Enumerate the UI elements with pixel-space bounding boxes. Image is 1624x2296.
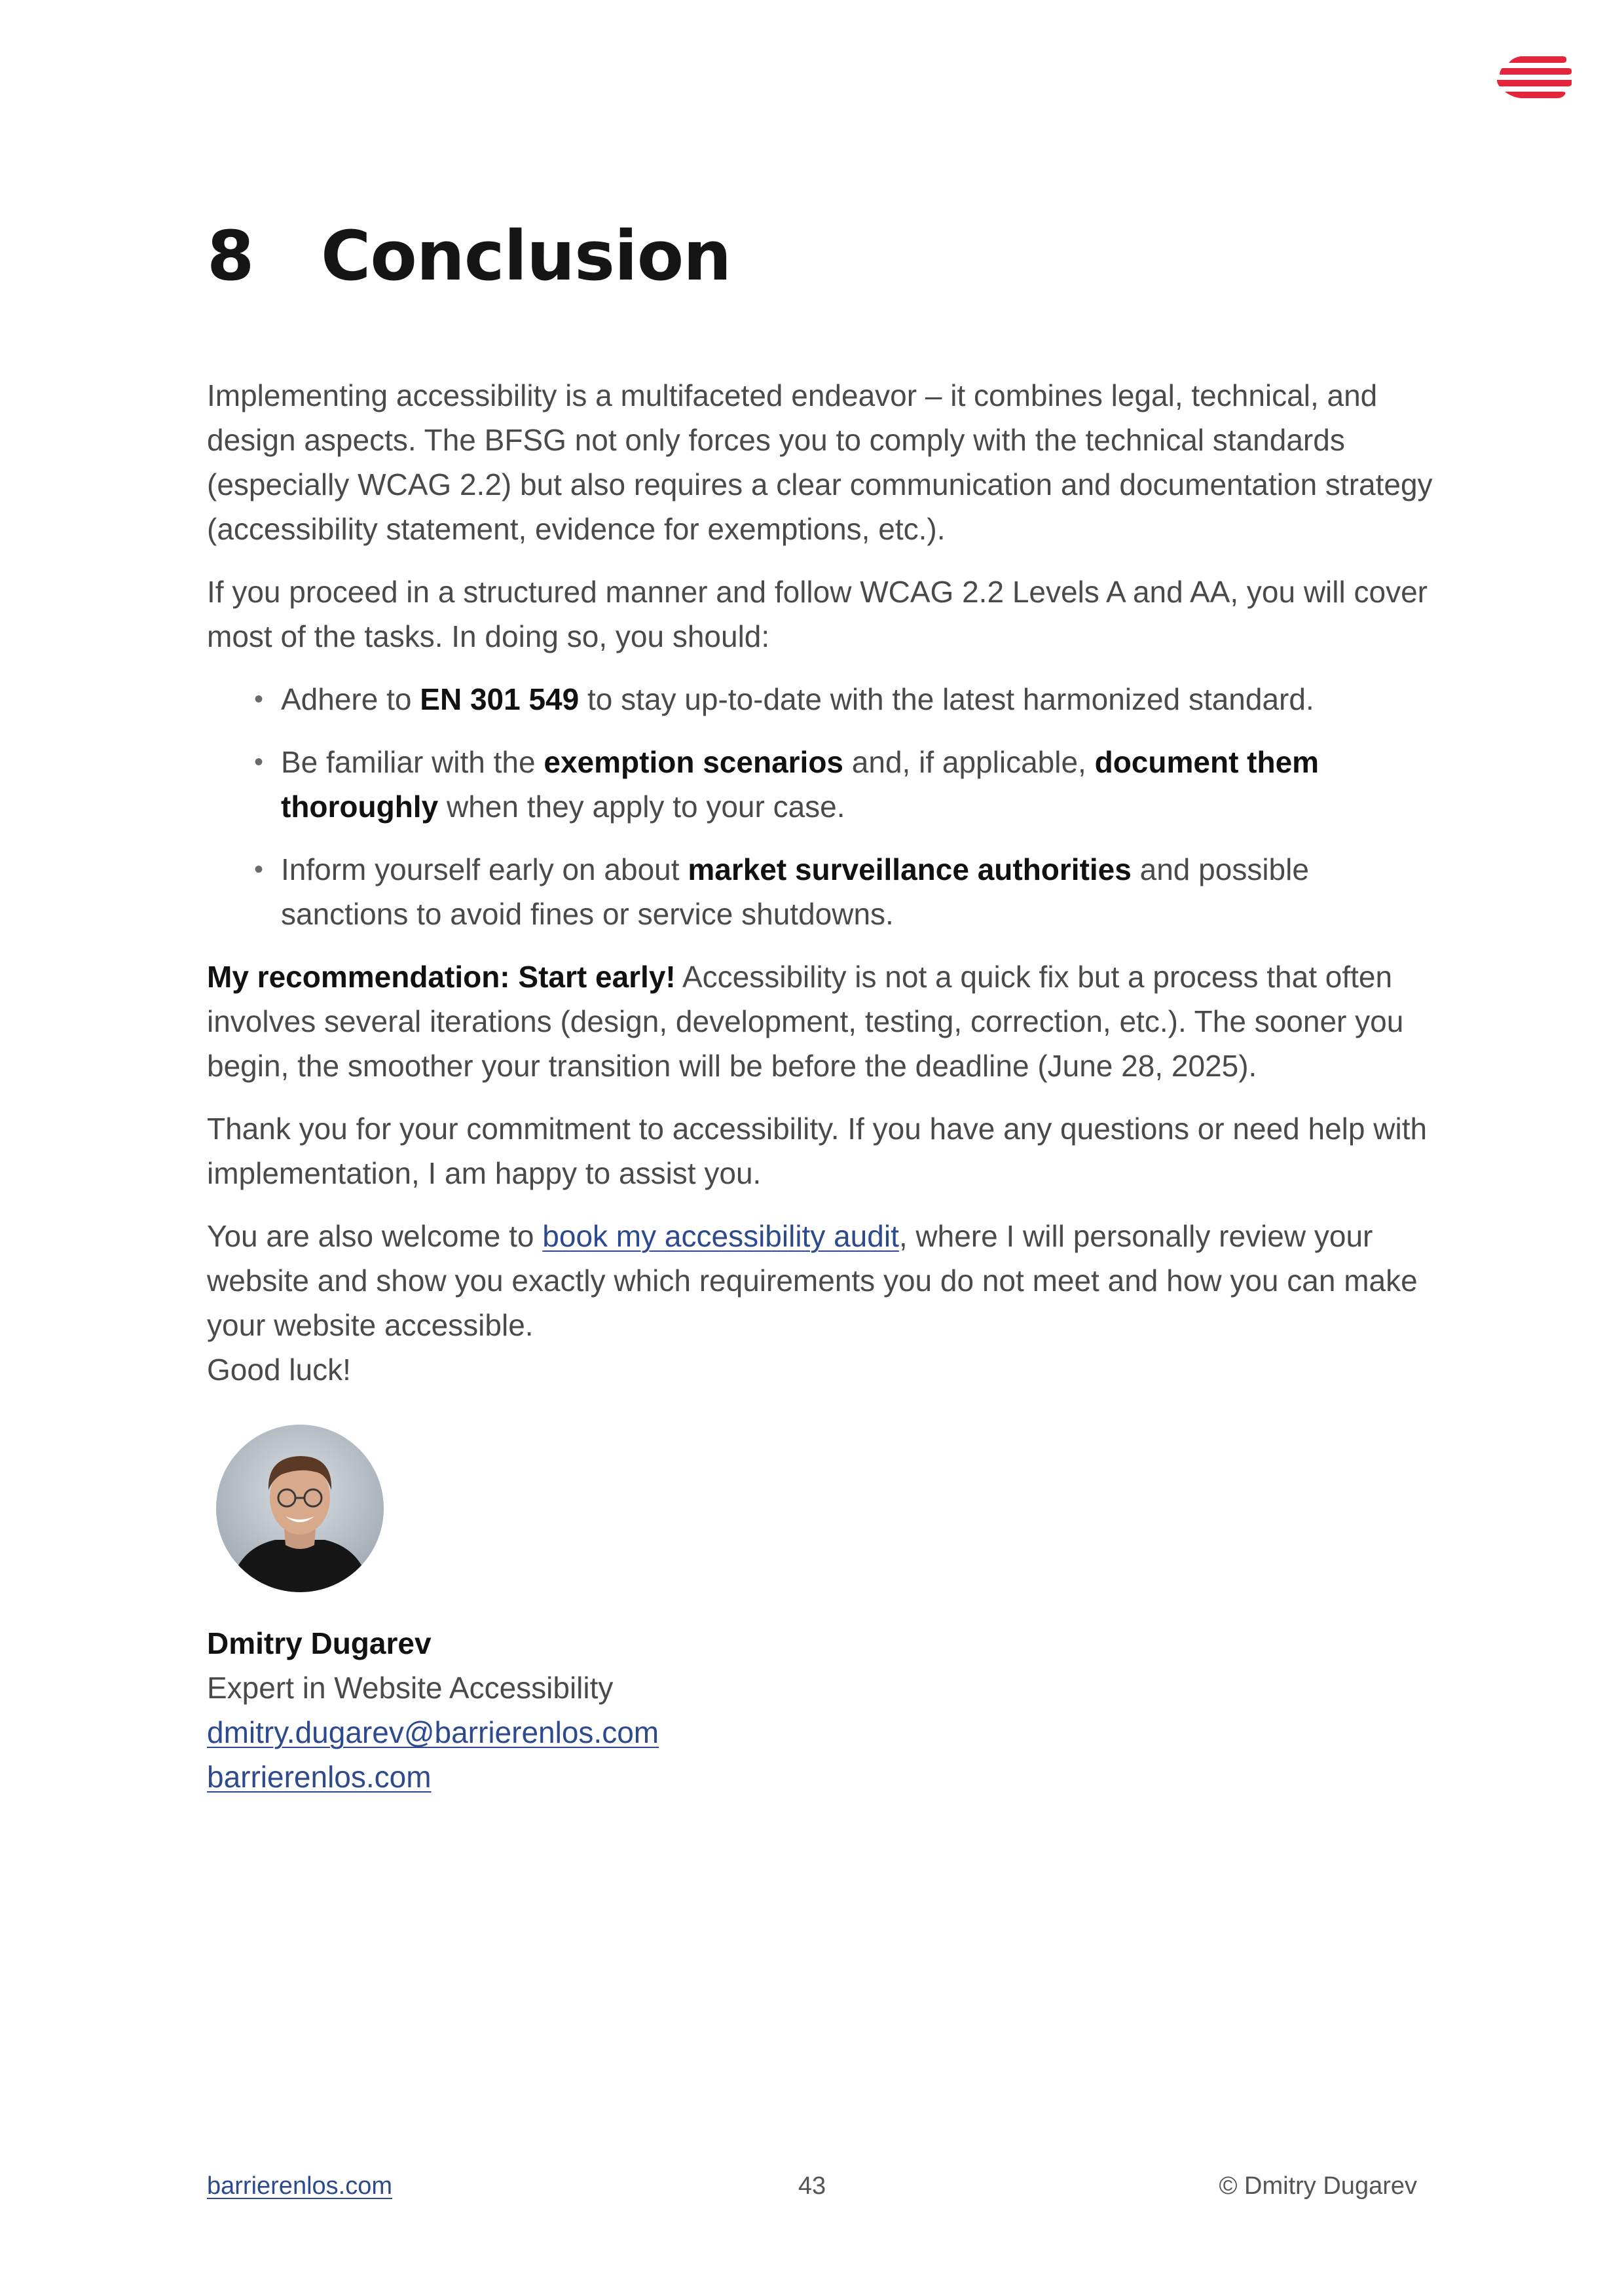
bullet-text: Inform yourself early on about — [281, 852, 688, 886]
author-email-link[interactable]: dmitry.dugarev@barrierenlos.com — [207, 1715, 659, 1749]
approach-paragraph: If you proceed in a structured manner and follow WCAG 2.2 Levels A and AA, you will cover most of the tasks. In doing so, you should: — [207, 575, 1428, 653]
author-photo — [216, 1425, 384, 1592]
page-footer — [207, 2172, 1417, 2205]
bullet-bold-text: EN 301 549 — [420, 682, 580, 716]
bullet-text: Adhere to — [281, 682, 420, 716]
list-item — [207, 847, 1438, 936]
footer-site-link[interactable]: barrierenlos.com — [207, 2172, 392, 2200]
bullet-icon: • — [254, 748, 264, 776]
page-number: 43 — [798, 2172, 826, 2200]
bullet-bold-text: market surveillance authorities — [688, 852, 1132, 886]
bullet-bold-text: exemption scenarios — [544, 745, 844, 779]
bullet-text: and possible sanctions to avoid fines or service shutdowns. — [281, 852, 1309, 931]
heading-title: Conclusion — [321, 216, 731, 296]
author-name: Dmitry Dugarev — [207, 1626, 432, 1660]
brand-logo-icon — [1494, 54, 1573, 100]
author-portrait-icon — [216, 1425, 384, 1592]
signature-block — [207, 1621, 1438, 1799]
heading-number: 8 — [207, 216, 254, 296]
recommendation-paragraph — [207, 955, 1438, 1088]
audit-paragraph — [207, 1214, 1438, 1347]
thanks-paragraph: Thank you for your commitment to accessibility. If you have any questions or need help with implementation, I am happy to assist you. — [207, 1112, 1428, 1190]
bullet-text: Be familiar with the — [281, 745, 544, 779]
bullet-icon: • — [254, 685, 264, 714]
page-heading — [207, 216, 731, 296]
list-item — [207, 740, 1438, 829]
list-item — [207, 677, 1438, 721]
recommendation-text: Accessibility is not a quick fix but a process that often involves several iterations (design, development, testing, correction, etc.). The sooner you begin, the smoother your transition will be before the deadline (June 28, 2025). — [207, 960, 1404, 1083]
bullet-text: when they apply to your case. — [438, 790, 845, 824]
author-website-link[interactable]: barrierenlos.com — [207, 1760, 432, 1794]
author-role: Expert in Website Accessibility — [207, 1671, 614, 1705]
book-audit-link[interactable]: book my accessibility audit — [542, 1219, 899, 1253]
bullet-icon: • — [254, 855, 264, 884]
recommendation-list — [207, 677, 1438, 936]
intro-paragraph: Implementing accessibility is a multifaceted endeavor – it combines legal, technical, and design aspects. The BFSG not only forces you to comply with the technical standards (especially WCAG 2.2) but also requires a clear communication and documentation strategy (accessibility statement, evidence for exemptions, etc.). — [207, 378, 1433, 546]
bullet-bold-text: document them thoroughly — [281, 745, 1320, 824]
bullet-text: to stay up-to-date with the latest harmonized standard. — [579, 682, 1314, 716]
recommendation-bold: My recommendation: Start early! — [207, 960, 676, 994]
main-content — [207, 373, 1438, 1799]
bullet-text: and, if applicable, — [843, 745, 1095, 779]
footer-copyright: © Dmitry Dugarev — [1219, 2172, 1417, 2200]
audit-text: You are also welcome to — [207, 1219, 543, 1253]
audit-text: , where I will personally review your website and show you exactly which requirements you do not meet and how you can make your website accessible. — [207, 1219, 1418, 1342]
good-luck-text: Good luck! — [207, 1353, 351, 1387]
